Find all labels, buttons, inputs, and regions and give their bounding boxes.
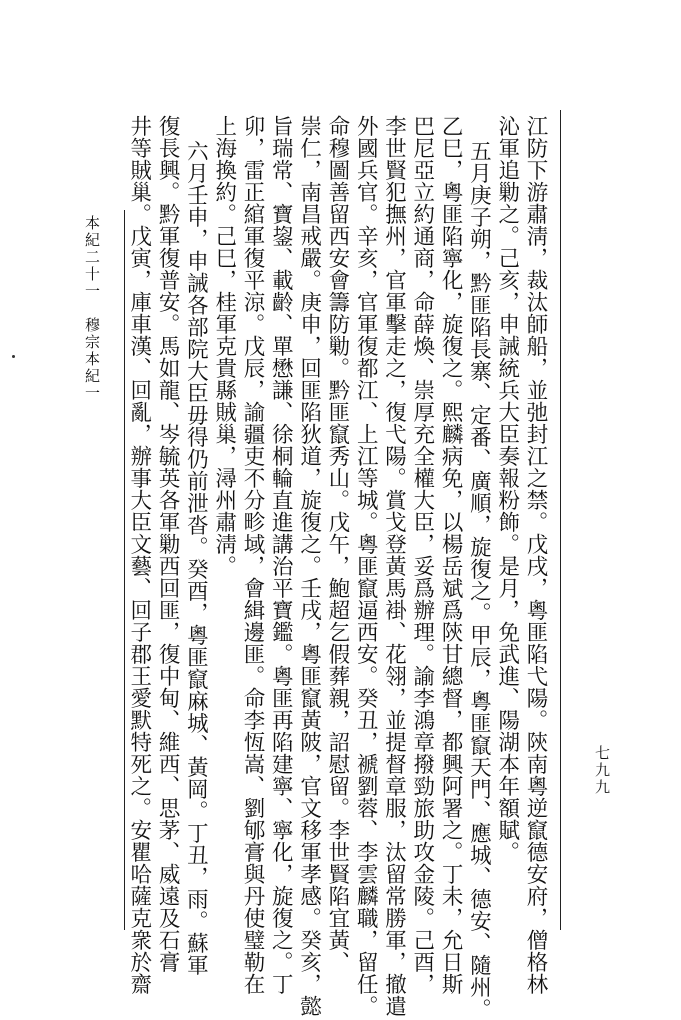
text-column: 旨瑞常、寶鋆、載齡、單懋謙、徐桐輪直進講治平寶鑑。粵匪再陷建寧、寧化，旋復之。丁 — [268, 115, 294, 995]
text-column: 五月庚子朔，黔匪陷長寨、定番、廣順，旋復之。甲辰，粵匪竄天門、應城、德安、隨州。 — [466, 140, 492, 1020]
text-column: 沁軍追勦之。己亥，申誡統兵大臣奏報粉飾。是月，免武進、陽湖本年額賦。 — [494, 115, 520, 863]
text-column: 巴尼亞立約通商，命薛煥、崇厚充全權大臣，妥爲辦理。諭李鴻章撥勁旅助攻金陵。己酉， — [409, 115, 435, 995]
text-column: 井等賊巢。戊寅，庫車漢、回亂，辦事大臣文藝、回子郡王愛默特死之。安瞿哈薩克衆於齋 — [126, 115, 152, 995]
text-column: 江防下游肅淸，裁汰師船，並弛封江之禁。戊戌，粵匪陷弋陽。陝南粵逆竄德安府，僧格林 — [523, 115, 548, 995]
text-column: 上海換約。己巳，桂軍克貴縣賊巢，潯州肅淸。 — [211, 115, 237, 577]
text-column: 命穆圖善留西安會籌防勦。黔匪竄秀山。戊午，鮑超乞假葬親，詔慰留。李世賢陷宜黃、 — [324, 115, 350, 973]
margin-dot — [12, 355, 15, 358]
page-number: 七九九 — [593, 745, 611, 796]
text-column: 卯，雷正綰軍復平涼。戊辰，諭疆吏不分畛域，會緝邊匪。命李恆嵩、劉郇膏與丹使璧勒在 — [240, 115, 265, 995]
text-column: 外國兵官。辛亥，官軍復都江、上江等城。粵匪竄逼西安。癸丑，褫劉蓉、李雲麟職，留任。 — [353, 115, 379, 1017]
text-column: 乙巳，粵匪陷寧化，旋復之。熙麟病免，以楊岳斌爲陝甘總督，都興阿署之。丁未，允日斯 — [438, 115, 464, 995]
running-title: 本紀二十一 穆宗本紀一 — [83, 215, 101, 402]
text-column: 復長興。黔軍復普安。馬如龍、岑毓英各軍勦西回匪，復中甸、維西、思茅、威遠及石膏 — [155, 115, 181, 973]
right-rule — [560, 110, 561, 930]
text-column: 六月壬申，申誡各部院大臣毋得仍前泄沓。癸酉，粵匪竄麻城、黃岡。丁丑，雨。蘇軍 — [183, 140, 209, 976]
text-column: 崇仁，南昌戒嚴。庚申，回匪陷狄道，旋復之。壬戌，粵匪竄黃陂，官文移軍孝感。癸亥，懿 — [296, 115, 322, 1017]
text-column: 李世賢犯撫州，官軍擊走之，復弋陽。賞戈登黃馬褂、花翎，並提督章服，汰留常勝軍，撤遣 — [381, 115, 407, 1017]
